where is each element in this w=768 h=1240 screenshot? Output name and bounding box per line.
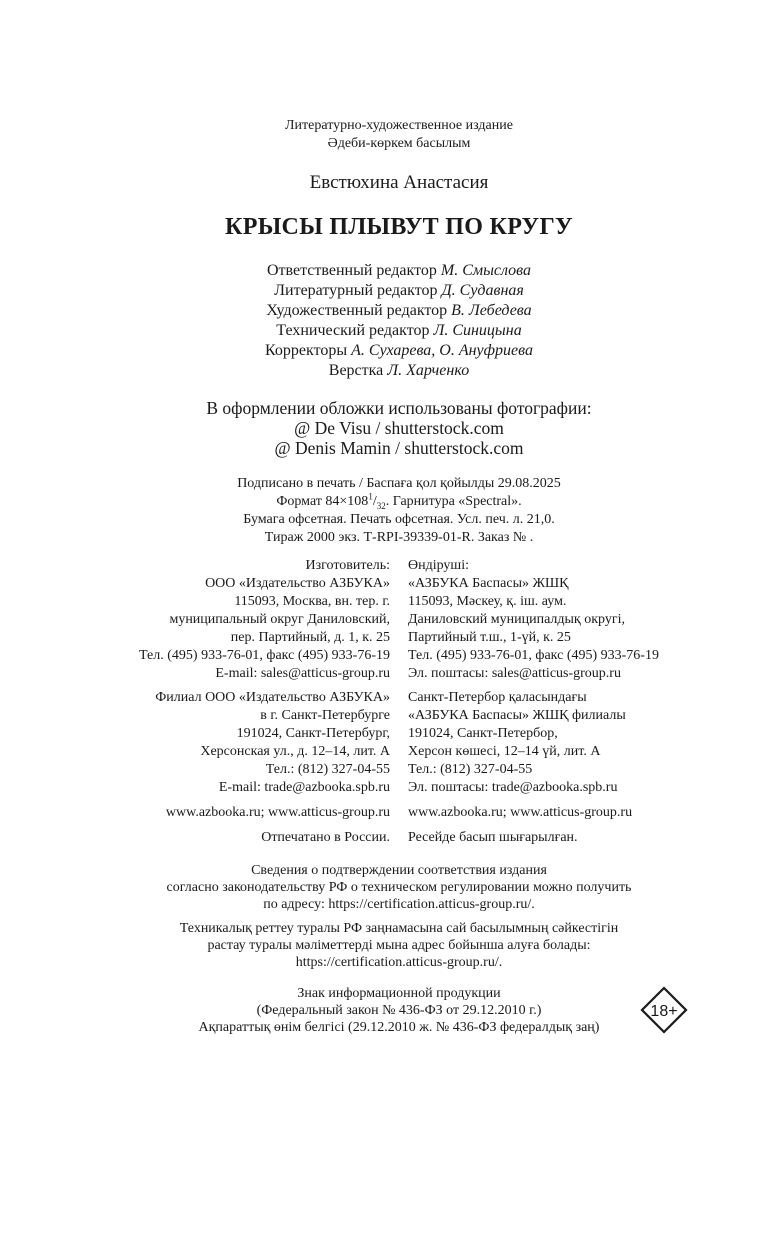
- credit-role: Литературный редактор: [274, 282, 438, 299]
- manufacturer-ru-line: пер. Партийный, д. 1, к. 25: [230, 630, 390, 645]
- branch-ru-line: Филиал ООО «Издательство АЗБУКА»: [155, 690, 390, 705]
- branch-kz-line: Эл. поштасы: trade@azbooka.spb.ru: [408, 780, 618, 795]
- certification-ru-line: Сведения о подтверждении соответствия издания: [251, 863, 547, 878]
- website-kz: www.azbooka.ru; www.atticus-group.ru: [408, 805, 633, 820]
- credit-name: А. Сухарева, О. Ануфриева: [351, 342, 533, 359]
- manufacturer-ru-line: E-mail: sales@atticus-group.ru: [215, 666, 390, 681]
- manufacturer-ru-line: 115093, Москва, вн. тер. г.: [234, 594, 390, 609]
- cover-photo-credit: @ De Visu / shutterstock.com: [294, 418, 504, 438]
- certification-kz-line: https://certification.atticus-group.ru/.: [295, 955, 503, 970]
- manufacturer-kz-line: Партийный т.ш., 1-үй, к. 25: [408, 630, 571, 645]
- format-fraction-top: 1: [368, 491, 373, 502]
- info-mark-line: Знак информационной продукции: [297, 986, 501, 1001]
- certification-kz-line: растау туралы мәліметтерді мына адрес бойынша алуға болады:: [207, 938, 591, 953]
- branch-kz-line: Санкт-Петербор қаласындағы: [408, 690, 587, 705]
- certification-ru-line: согласно законодательству РФ о техническом регулировании можно получить: [166, 880, 632, 895]
- credit-role: Верстка: [328, 362, 384, 379]
- book-title: КРЫСЫ ПЛЫВУТ ПО КРУГУ: [225, 214, 573, 240]
- branch-kz-line: Тел.: (812) 327-04-55: [408, 762, 533, 777]
- info-mark-line: (Федеральный закон № 436-ФЗ от 29.12.2010 г.): [256, 1003, 542, 1018]
- branch-ru-line: Тел.: (812) 327-04-55: [265, 762, 390, 777]
- credit-line: [0, 301, 768, 321]
- signed-to-print: Подписано в печать / Баспаға қол қойылды 29.08.2025: [237, 476, 561, 491]
- credit-name: В. Лебедева: [451, 302, 532, 319]
- manufacturer-kz-line: Өндіруші:: [408, 558, 469, 573]
- printed-in-ru: Отпечатано в России.: [261, 830, 390, 845]
- branch-ru-line: в г. Санкт-Петербурге: [260, 708, 390, 723]
- manufacturer-kz-line: Тел. (495) 933-76-01, факс (495) 933-76-19: [408, 648, 659, 663]
- branch-kz-line: 191024, Санкт-Петербор,: [408, 726, 558, 741]
- credit-line: [0, 341, 768, 361]
- credit-name: Л. Синицына: [433, 322, 522, 339]
- printed-in-kz: Ресейде басып шығарылған.: [408, 830, 578, 845]
- credit-role: Корректоры: [265, 342, 348, 359]
- certification-kz-line: Техникалық реттеу туралы РФ заңнамасына сай басылымның сәйкестігін: [179, 921, 619, 936]
- print-run-line: Тираж 2000 экз. Т-RPI-39339-01-R. Заказ № .: [264, 530, 534, 545]
- edition-type-ru: Литературно-художественное издание: [285, 118, 513, 133]
- edition-type-kz: Әдеби-көркем басылым: [327, 136, 471, 151]
- age-rating-badge: [640, 986, 688, 1034]
- branch-ru-line: Херсонская ул., д. 12–14, лит. А: [200, 744, 390, 759]
- manufacturer-kz-line: Даниловский муниципалдық округі,: [408, 612, 625, 627]
- format-line: Формат $84\times 108^1/_{32}$. Гарнитура «Spectral».: [276, 491, 522, 511]
- paper-line: Бумага офсетная. Печать офсетная. Усл. печ. л. 21,0.: [243, 512, 555, 527]
- manufacturer-kz-line: «АЗБУКА Баспасы» ЖШҚ: [408, 576, 569, 591]
- certification-ru-line: по адресу: https://certification.atticus-group.ru/.: [263, 897, 535, 912]
- manufacturer-ru-line: Изготовитель:: [305, 558, 390, 573]
- credit-role: Ответственный редактор: [266, 262, 437, 279]
- credit-line: [0, 281, 768, 301]
- format-text: Формат 84×108: [276, 494, 369, 509]
- credit-line: [0, 261, 768, 281]
- manufacturer-kz-line: 115093, Мәскеу, қ. іш. аум.: [408, 594, 567, 609]
- credit-line: [0, 361, 768, 381]
- website-ru: www.azbooka.ru; www.atticus-group.ru: [165, 805, 390, 820]
- credit-line: [0, 321, 768, 341]
- manufacturer-ru-line: ООО «Издательство АЗБУКА»: [205, 576, 390, 591]
- credit-name: Л. Харченко: [387, 362, 470, 379]
- manufacturer-ru-line: Тел. (495) 933-76-01, факс (495) 933-76-19: [139, 648, 390, 663]
- author-name: Евстюхина Анастасия: [309, 172, 489, 193]
- cover-photo-credit: @ Denis Mamin / shutterstock.com: [274, 438, 524, 458]
- branch-ru-line: 191024, Санкт-Петербург,: [236, 726, 390, 741]
- cover-photos-heading: В оформлении обложки использованы фотографии:: [206, 398, 592, 418]
- info-mark-line: Ақпараттық өнім белгісі (29.12.2010 ж. № 436-ФЗ федералдық заң): [198, 1020, 600, 1035]
- age-rating-text: 18+: [650, 1003, 678, 1020]
- format-fraction-bottom: 32: [376, 500, 386, 511]
- typeface-text: . Гарнитура «Spectral».: [385, 494, 522, 509]
- manufacturer-ru-line: муниципальный округ Даниловский,: [169, 612, 390, 627]
- credit-name: М. Смыслова: [440, 262, 532, 279]
- branch-kz-line: «АЗБУКА Баспасы» ЖШҚ филиалы: [408, 708, 626, 723]
- credit-role: Технический редактор: [276, 322, 430, 339]
- branch-ru-line: E-mail: trade@azbooka.spb.ru: [218, 780, 390, 795]
- credit-name: Д. Судавная: [441, 282, 524, 299]
- manufacturer-kz-line: Эл. поштасы: sales@atticus-group.ru: [408, 666, 621, 681]
- branch-kz-line: Херсон көшесі, 12–14 үй, лит. А: [408, 744, 601, 759]
- credit-role: Художественный редактор: [266, 302, 448, 319]
